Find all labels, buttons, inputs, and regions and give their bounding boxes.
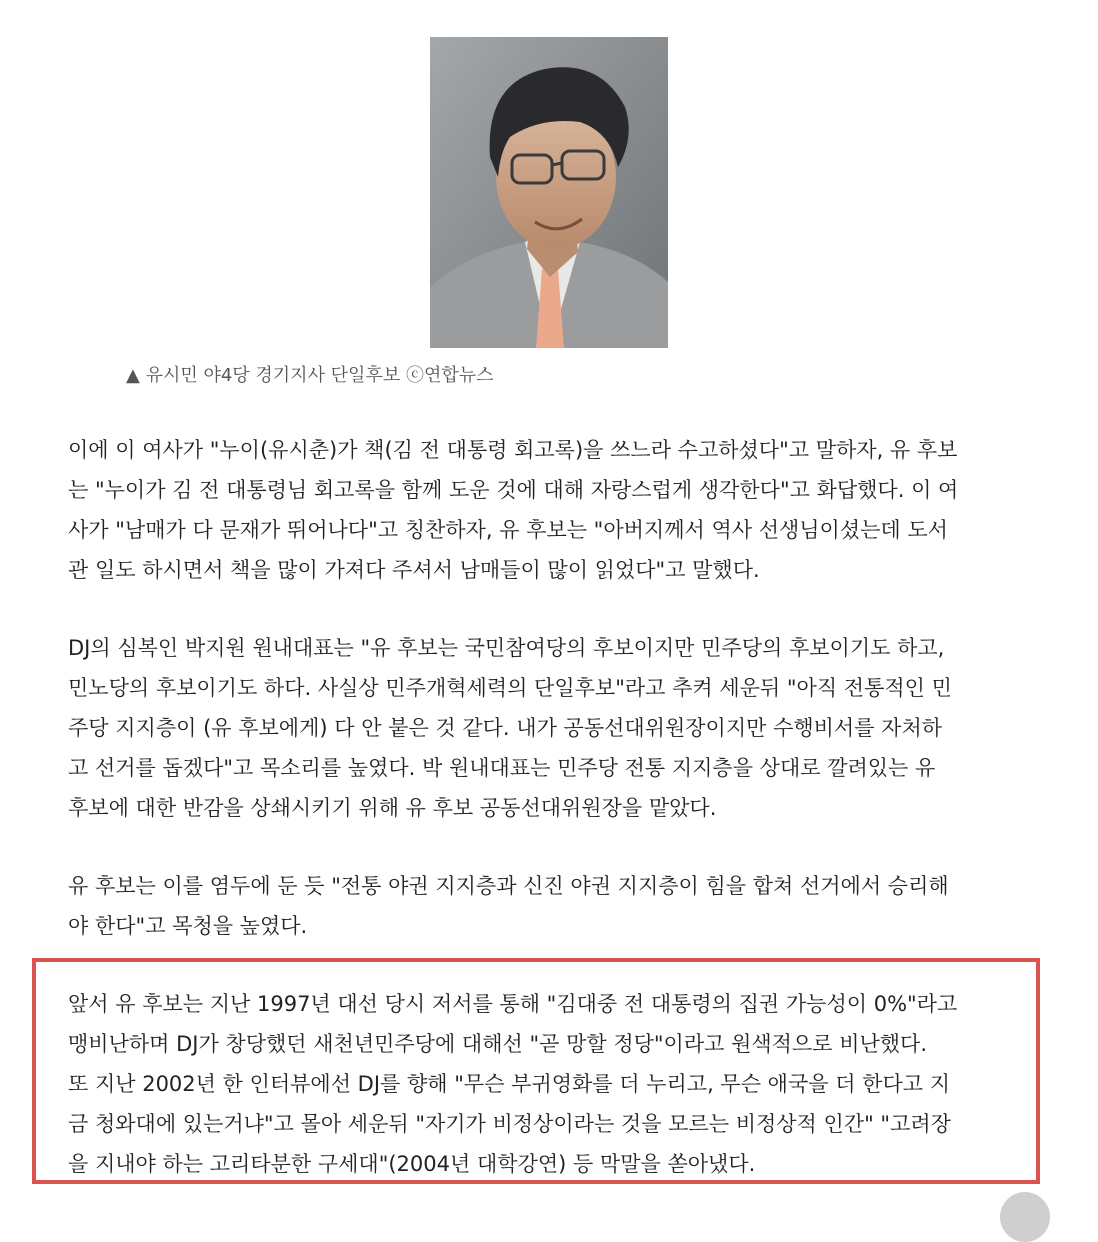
paragraph-line: 는 "누이가 김 전 대통령님 회고록을 함께 도운 것에 대해 자랑스럽게 생각한다"고 화답했다. 이 여 (68, 478, 959, 502)
paragraph-line: 야 한다"고 목청을 높였다. (68, 914, 308, 938)
paragraph-line: 또 지난 2002년 한 인터뷰에선 DJ를 향해 "무슨 부귀영화를 더 누리고, 무슨 애국을 더 한다고 지 (68, 1072, 950, 1096)
article-paragraph-2 (68, 628, 1030, 828)
photo-caption: ▲ 유시민 야4당 경기지사 단일후보 ⓒ연합뉴스 (126, 365, 494, 386)
paragraph-line: 이에 이 여사가 "누이(유시춘)가 책(김 전 대통령 회고록)을 쓰느라 수고하셨다"고 말하자, 유 후보 (68, 438, 958, 462)
paragraph-line: 맹비난하며 DJ가 창당했던 새천년민주당에 대해선 "곧 망할 정당"이라고 원색적으로 비난했다. (68, 1032, 928, 1056)
article-photo (430, 37, 668, 348)
paragraph-line: DJ의 심복인 박지원 원내대표는 "유 후보는 국민참여당의 후보이지만 민주당의 후보이기도 하고, (68, 636, 945, 660)
paragraph-line: 앞서 유 후보는 지난 1997년 대선 당시 저서를 통해 "김대중 전 대통령의 집권 가능성이 0%"라고 (68, 992, 958, 1016)
article-paragraph-3 (68, 866, 1030, 946)
paragraph-line: 사가 "남매가 다 문재가 뛰어나다"고 칭찬하자, 유 후보는 "아버지께서 역사 선생님이셨는데 도서 (68, 518, 948, 542)
paragraph-line: 민노당의 후보이기도 하다. 사실상 민주개혁세력의 단일후보"라고 추켜 세운뒤 "아직 전통적인 민 (68, 676, 952, 700)
paragraph-line: 금 청와대에 있는거냐"고 몰아 세운뒤 "자기가 비정상이라는 것을 모르는 비정상적 인간" "고려장 (68, 1112, 951, 1136)
paragraph-line: 유 후보는 이를 염두에 둔 듯 "전통 야권 지지층과 신진 야권 지지층이 힘을 합쳐 선거에서 승리해 (68, 874, 949, 898)
paragraph-line: 고 선거를 돕겠다"고 목소리를 높였다. 박 원내대표는 민주당 전통 지지층을 상대로 깔려있는 유 (68, 756, 936, 780)
article-paragraph-1 (68, 430, 1030, 590)
portrait-image (430, 37, 668, 348)
paragraph-line: 주당 지지층이 (유 후보에게) 다 안 붙은 것 같다. 내가 공동선대위원장이지만 수행비서를 자처하 (68, 716, 943, 740)
paragraph-line: 관 일도 하시면서 책을 많이 가져다 주셔서 남매들이 많이 읽었다"고 말했다. (68, 558, 760, 582)
paragraph-line: 을 지내야 하는 고리타분한 구세대"(2004년 대학강연) 등 막말을 쏟아냈다. (68, 1152, 756, 1176)
paragraph-line: 후보에 대한 반감을 상쇄시키기 위해 유 후보 공동선대위원장을 맡았다. (68, 796, 717, 820)
article-paragraph-4-highlighted (68, 984, 1030, 1184)
